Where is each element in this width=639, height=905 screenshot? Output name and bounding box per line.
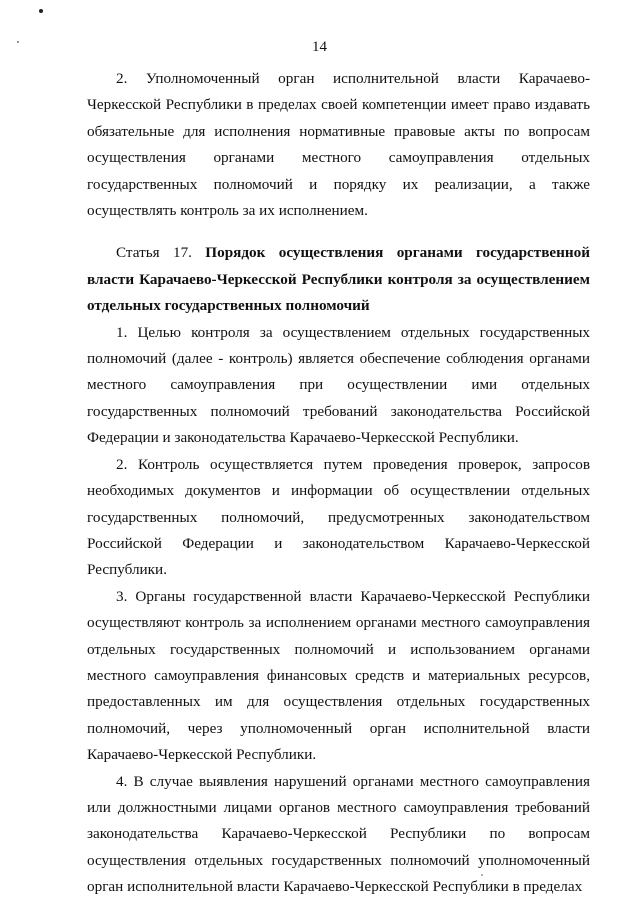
article-17-title: Порядок осуществления органами государственной власти Карачаево-Черкесской Республики контроля за осуществлением отдельных государственных полномочий xyxy=(87,244,590,315)
page-number: 14 xyxy=(312,39,327,55)
article-17-item-4: 4. В случае выявления нарушений органами местного самоуправления или должностными лицами органов местного самоуправления требований законодательства Карачаево-Черкесской Республики по вопросам осуществления отдельных государственных полномочий уполномоченный орган исполнительной власти Карачаево-Черкесской Республики в пределах xyxy=(87,772,590,896)
article-17-prefix: Статья 17. xyxy=(116,244,192,262)
article-17-item-3: 3. Органы государственной власти Карачаево-Черкесской Республики осуществляют контроль за исполнением органами местного самоуправления отдельных государственных полномочий и использованием органами местного самоуправления финансовых средств и материальных ресурсов, предоставленных им для осуществления отдельных государственных полномочий, через уполномоченный орган исполнительной власти Карачаево-Черкесской Республики. xyxy=(87,587,590,764)
article-17-item-2: 2. Контроль осуществляется путем проведения проверок, запросов необходимых документов и информации об осуществлении отдельных государственных полномочий, предусмотренных законодательством Российской Федерации и законодательством Карачаево-Черкесской Республики. xyxy=(87,455,590,579)
article-17-item-1: 1. Целью контроля за осуществлением отдельных государственных полномочий (далее - контроль) является обеспечение соблюдения органами местного самоуправления при осуществлении ими отдельных государственных полномочий требований законодательства Российской Федерации и законодательства Карачаево-Черкесской Республики. xyxy=(87,323,590,447)
article-17-heading xyxy=(87,240,590,319)
document-body xyxy=(87,66,590,901)
paragraph-2: 2. Уполномоченный орган исполнительной власти Карачаево-Черкесской Республики в пределах своей компетенции имеет право издавать обязательные для исполнения нормативные правовые акты по вопросам осуществления органами местного самоуправления отдельных государственных полномочий и порядку их реализации, а также осуществлять контроль за их исполнением. xyxy=(87,70,590,220)
scan-dot-mark xyxy=(39,9,43,13)
